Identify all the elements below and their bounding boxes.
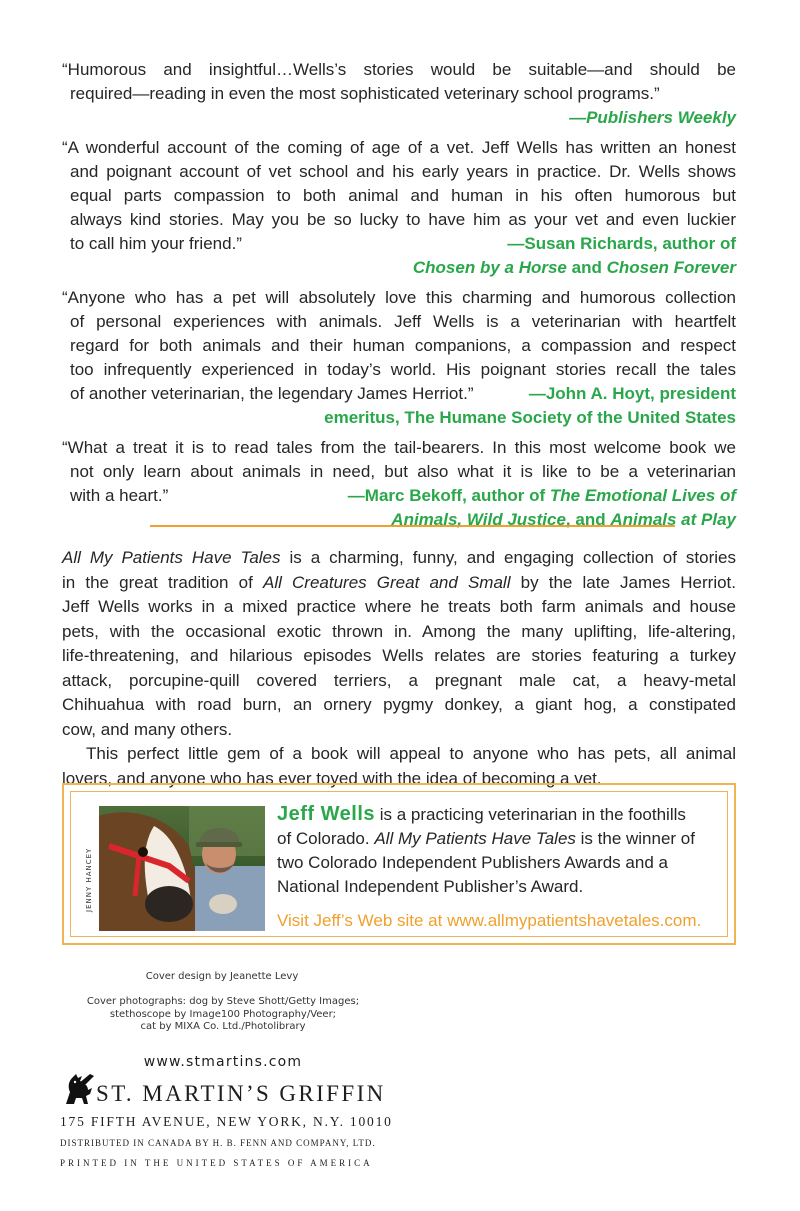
- author-bio-text: [277, 802, 729, 933]
- description-line: Jeff Wells works in a mixed practice where he treats both farm animals and house: [62, 597, 736, 616]
- publisher-website-link[interactable]: www.stmartins.com: [143, 1054, 303, 1070]
- description-line: All My Patients Have Tales is a charming, funny, and engaging collection of stories: [62, 548, 736, 567]
- quote-attribution: —John A. Hoyt, president: [528, 384, 736, 403]
- quote-line: not only learn about animals in need, but also what it is like to be a veterinarian: [70, 462, 736, 481]
- review-quote-susan-richards: [62, 136, 736, 280]
- quote-line: of another veterinarian, the legendary James Herriot.”: [70, 384, 474, 403]
- quote-line: to call him your friend.”: [70, 234, 242, 253]
- quote-line-with-attribution: [62, 232, 736, 256]
- quote-line: required—reading in even the most sophisticated veterinary school programs.”: [70, 84, 660, 103]
- author-bio-inner-frame: [70, 791, 728, 937]
- bio-line: two Colorado Independent Publishers Awards and a: [277, 853, 668, 872]
- canada-distribution-note: DISTRIBUTED IN CANADA BY H. B. FENN AND COMPANY, LTD.: [60, 1138, 376, 1148]
- griffin-logo-icon: [60, 1070, 96, 1110]
- publisher-address: 175 FIFTH AVENUE, NEW YORK, N.Y. 10010: [60, 1114, 393, 1129]
- printed-in-note: PRINTED IN THE UNITED STATES OF AMERICA: [60, 1158, 373, 1168]
- quote-line-with-attribution: [62, 484, 736, 508]
- author-photo: [99, 806, 265, 931]
- review-quote-john-hoyt: [62, 286, 736, 430]
- quote-line: and poignant account of vet school and his early years in practice. Dr. Wells shows: [70, 162, 736, 181]
- publisher-name: ST. MARTIN’S GRIFFIN: [96, 1081, 386, 1106]
- description-line: cow, and many others.: [62, 719, 233, 739]
- cover-photographs-credit: Cover photographs: dog by Steve Shott/Getty Images; stethoscope by Image100 Photography/Veer; cat by MIXA Co. Ltd./Photolibrary: [86, 996, 360, 1032]
- quote-line: “Anyone who has a pet will absolutely love this charming and humorous collection: [62, 288, 736, 307]
- quote-line: “Humorous and insightful…Wells’s stories would be suitable—and should be: [62, 60, 736, 79]
- description-line: Chihuahua with road burn, an ornery pygmy donkey, a giant hog, a constipated: [62, 695, 736, 714]
- quote-attribution: —Marc Bekoff, author of The Emotional Lives of: [347, 486, 736, 505]
- quote-line: “A wonderful account of the coming of age of a vet. Jeff Wells has written an honest: [62, 138, 736, 157]
- author-bio-box: [62, 783, 736, 945]
- quote-attribution: —Publishers Weekly: [569, 108, 736, 127]
- quote-line: with a heart.”: [70, 486, 169, 505]
- quote-line: equal parts compassion to both animal and human in his often humorous but: [70, 186, 736, 205]
- quote-attribution-books: Animals, Wild Justice, and Animals at Play: [391, 510, 736, 529]
- review-quote-marc-bekoff: [62, 436, 736, 532]
- description-line: pets, with the occasional exotic thrown in. Among the many uplifting, life-altering,: [62, 621, 736, 641]
- bio-line: Jeff Wells is a practicing veterinarian in the foothills: [277, 803, 686, 825]
- quote-attribution: —Susan Richards, author of: [507, 234, 736, 253]
- quote-line: too infrequently experienced in today’s world. His poignant stories recall the tales: [70, 360, 736, 379]
- book-description: [62, 546, 736, 791]
- bio-line: of Colorado. All My Patients Have Tales is the winner of: [277, 829, 695, 848]
- author-with-horse-illustration: [99, 806, 265, 931]
- description-line: in the great tradition of All Creatures Great and Small by the late James Herriot.: [62, 572, 736, 592]
- cover-design-credit: Cover design by Jeanette Levy: [145, 971, 299, 982]
- author-website-link[interactable]: Visit Jeff’s Web site at www.allmypatientshavetales.com.: [277, 911, 702, 930]
- quote-line: regard for both animals and their human companions, a compassion and respect: [70, 336, 736, 355]
- review-quote-publishers-weekly: [62, 58, 736, 130]
- quote-line: of personal experiences with animals. Jeff Wells is a veterinarian with heartfelt: [70, 312, 736, 331]
- author-name: Jeff Wells: [277, 803, 375, 825]
- description-line: life-threatening, and hilarious episodes Wells relates are stories featuring a turkey: [62, 646, 736, 665]
- quote-line: “What a treat it is to read tales from the tail-bearers. In this most welcome book we: [62, 438, 736, 457]
- photo-credit: JENNY HANCEY: [85, 847, 93, 912]
- quote-attribution-continued: emeritus, The Humane Society of the United States: [324, 408, 736, 427]
- quote-line-with-attribution: [62, 382, 736, 406]
- orange-divider: [150, 525, 675, 527]
- description-line: attack, porcupine-quill covered terriers, a pregnant male cat, a heavy-metal: [62, 670, 736, 690]
- bio-line: National Independent Publisher’s Award.: [277, 877, 584, 896]
- quote-attribution-books: Chosen by a Horse and Chosen Forever: [412, 258, 736, 277]
- quote-line: always kind stories. May you be so lucky to have him as your vet and even luckier: [70, 210, 736, 229]
- description-line: lovers, and anyone who has ever toyed with the idea of becoming a vet.: [62, 768, 602, 788]
- description-line: This perfect little gem of a book will appeal to anyone who has pets, all animal: [86, 744, 736, 763]
